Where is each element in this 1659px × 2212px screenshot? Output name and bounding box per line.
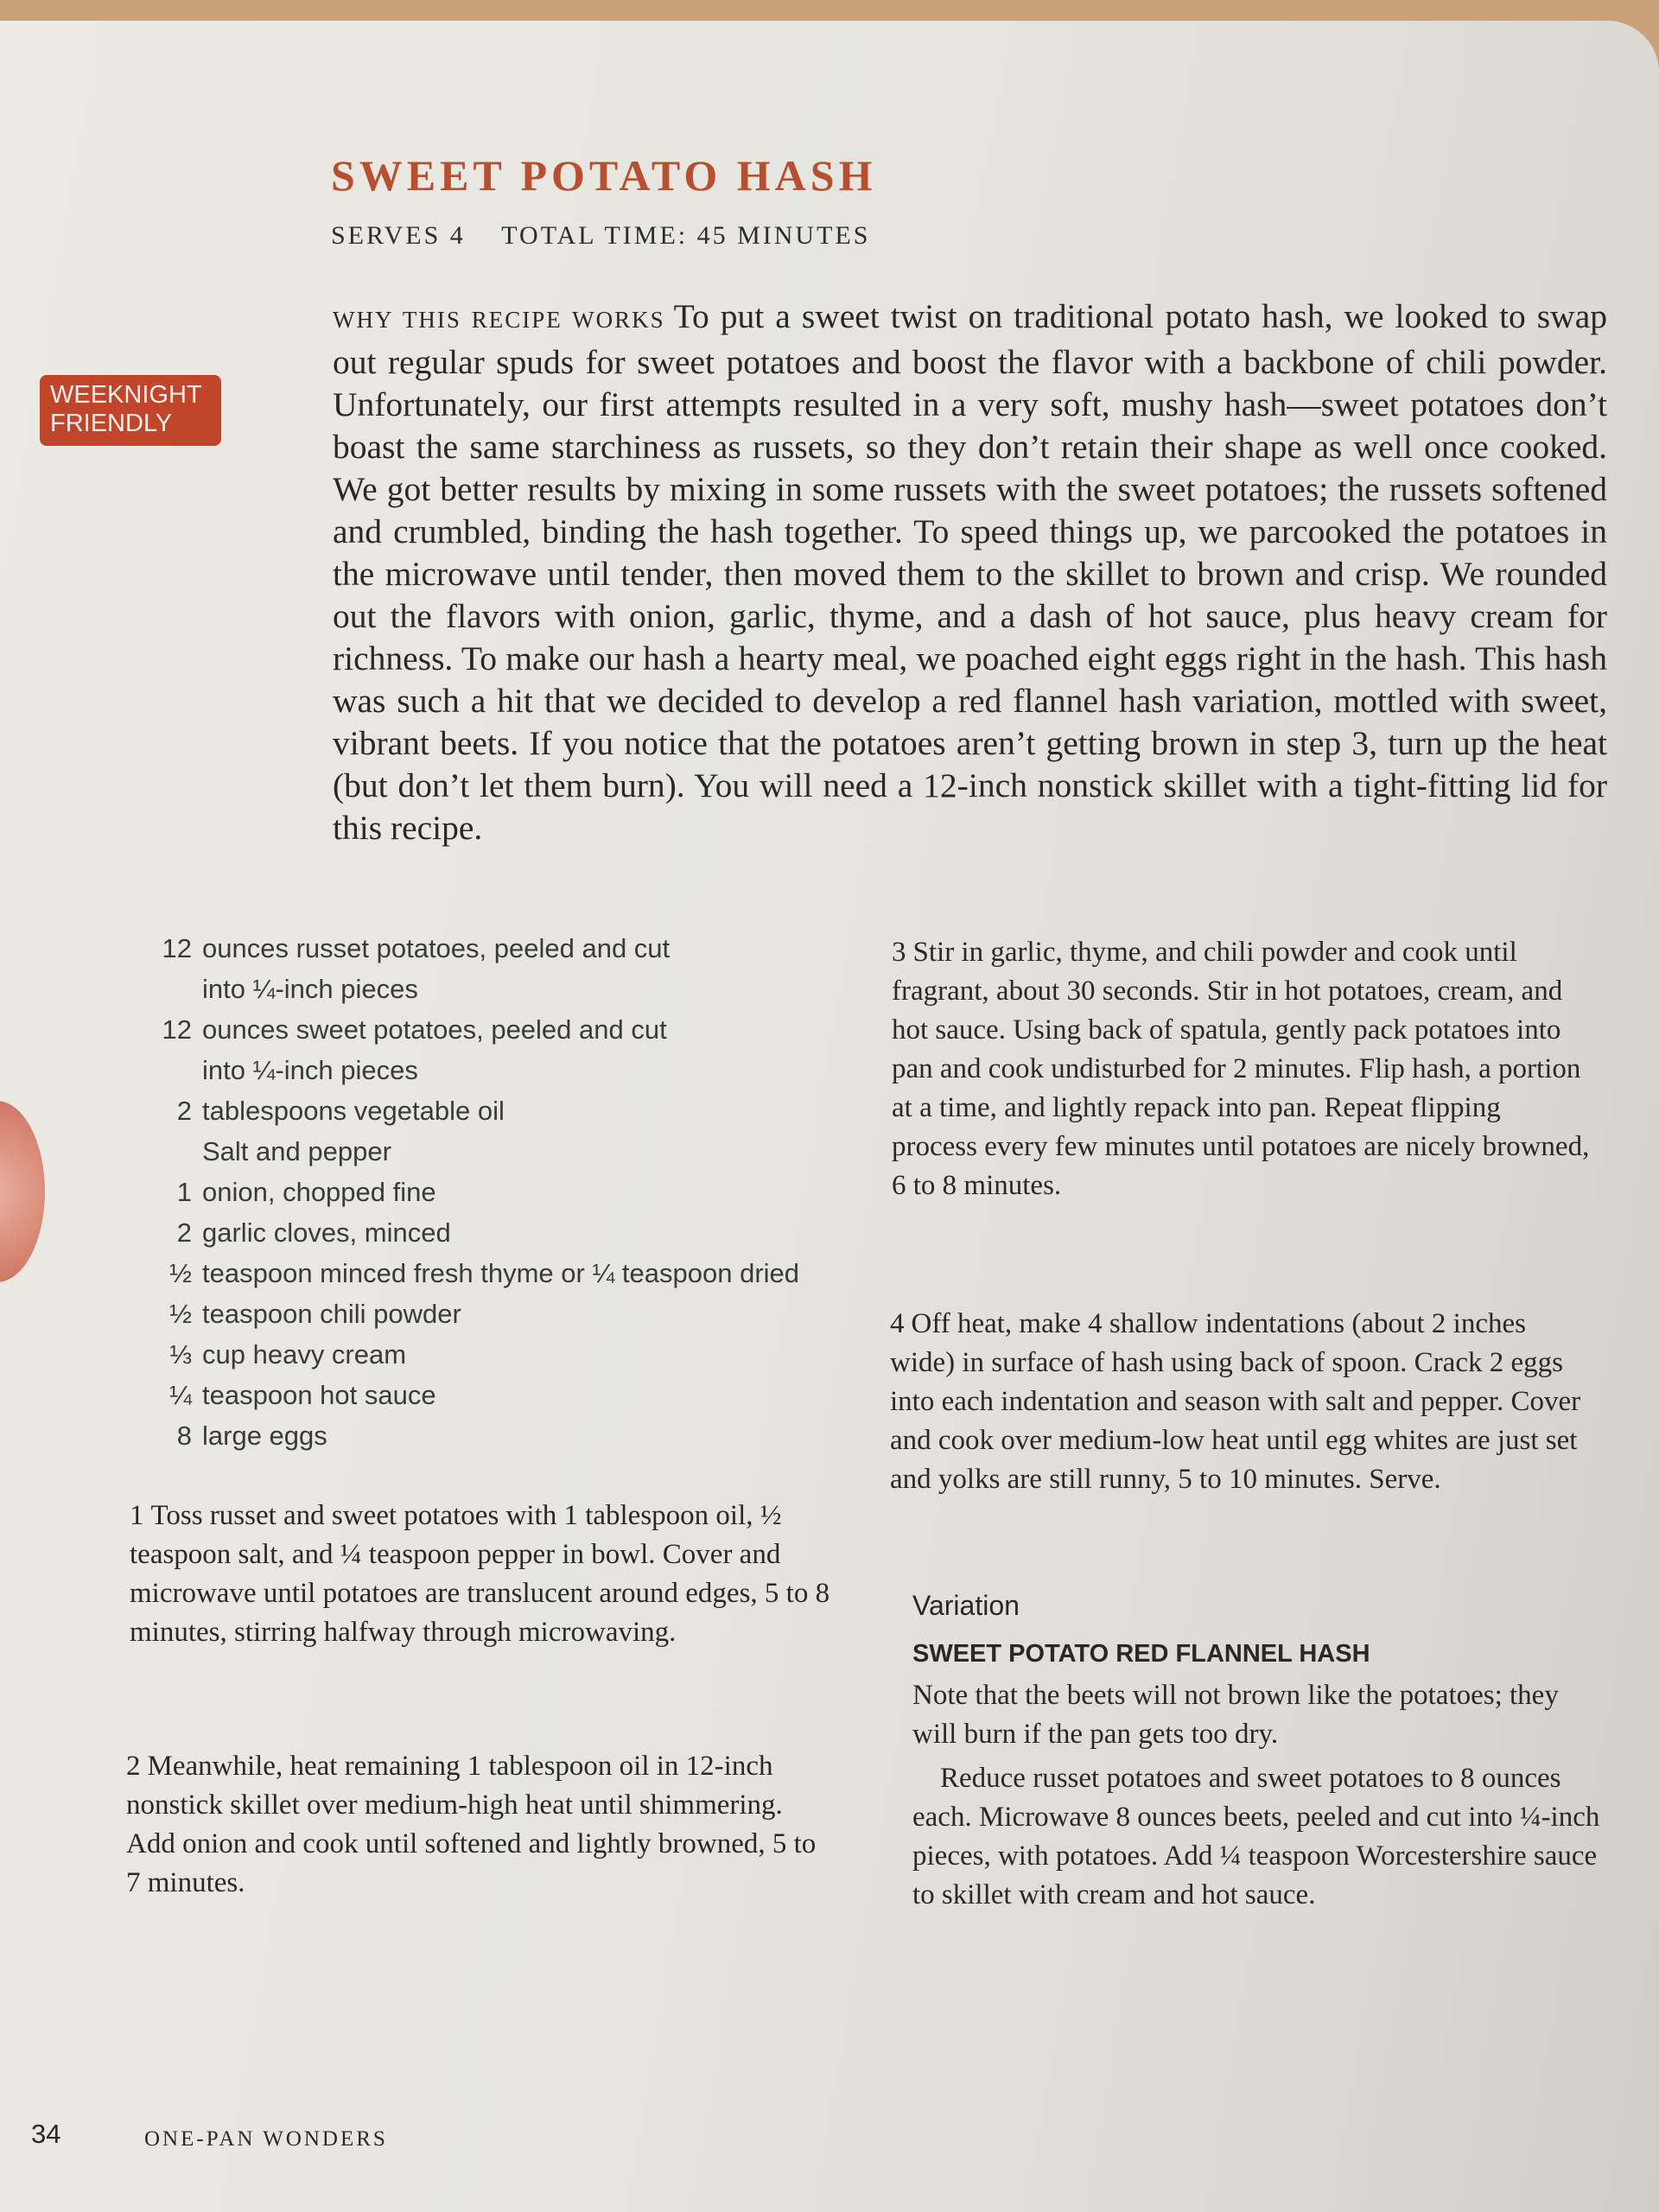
ingredient-desc	[202, 1009, 855, 1090]
step-number: 1	[130, 1500, 144, 1531]
ingredient-qty: ¼	[169, 1380, 192, 1410]
ingredient-qty: 2	[176, 1096, 192, 1126]
variation-body: Reduce russet potatoes and sweet potatoes to 8 ounces each. Microwave 8 ounces beets, peeled and cut into ¼-inch pieces, with potatoes. Add ¼ teaspoon Worcestershire sauce to skillet with cream and hot sauce.	[912, 1763, 1600, 1910]
page-number: 34	[31, 2119, 61, 2149]
ingredient-desc: teaspoon chili powder	[202, 1299, 461, 1329]
ingredient-qty: ½	[169, 1258, 192, 1288]
ingredients-list	[138, 928, 855, 1456]
ingredient-desc: tablespoons vegetable oil	[202, 1096, 505, 1126]
ingredient-qty: 1	[176, 1177, 192, 1207]
badge-line-2: FRIENDLY	[50, 410, 173, 437]
badge-line-1: WEEKNIGHT	[50, 381, 202, 409]
step-2	[126, 1747, 835, 1903]
ingredient-desc: onion, chopped fine	[202, 1177, 436, 1207]
ingredient-qty: 8	[176, 1421, 192, 1451]
intro-text: To put a sweet twist on traditional potato hash, we looked to swap out regular spuds for sweet potatoes and boost the flavor with a backbone of chili powder. Unfortunately, our first attempts resulted in a very soft, mushy hash—sweet potatoes don’t boast the same starchiness as russets, so they don’t retain their shape as well once cooked. We got better results by mixing in some russets with the sweet potatoes; the russets softened and crumbled, binding the hash together. To speed things up, we parcooked the potatoes in the microwave until tender, then moved them to the skillet to brown and crisp. We rounded out the flavors with onion, garlic, thyme, and a dash of hot sauce, plus heavy cream for richness. To make our hash a hearty meal, we poached eight eggs right in the hash. This hash was such a hit that we decided to develop a red flannel hash variation, mottled with sweet, vibrant beets. If you notice that the potatoes aren’t getting brown in step 3, turn up the heat (but don’t let them burn). You will need a 12-inch nonstick skillet with a tight-fitting lid for this recipe.	[333, 297, 1607, 847]
thumb	[0, 1101, 45, 1282]
book-page	[0, 21, 1659, 2212]
weeknight-friendly-badge	[40, 375, 221, 446]
ingredient-qty: ½	[169, 1299, 192, 1329]
variation-name: SWEET POTATO RED FLANNEL HASH	[912, 1640, 1370, 1668]
ingredient-item	[138, 1334, 855, 1375]
ingredient-qty: 12	[162, 1014, 192, 1045]
variation-heading: Variation	[912, 1590, 1020, 1621]
section-title: ONE-PAN WONDERS	[144, 2127, 388, 2151]
ingredient-desc: cup heavy cream	[202, 1339, 407, 1370]
ingredient-item	[138, 1294, 855, 1334]
step-text: Meanwhile, heat remaining 1 tablespoon oil in 12-inch nonstick skillet over medium-high heat until shimmering. Add onion and cook until softened and lightly browned, 5 to 7 minutes.	[126, 1751, 817, 1898]
ingredient-desc: teaspoon hot sauce	[202, 1380, 436, 1410]
ingredient-item	[138, 1131, 855, 1172]
recipe-meta: SERVES 4 TOTAL TIME: 45 MINUTES	[331, 221, 871, 250]
step-number: 2	[126, 1751, 141, 1782]
recipe-title: SWEET POTATO HASH	[331, 151, 877, 200]
ingredient-item	[138, 1212, 855, 1253]
step-3	[892, 933, 1592, 1205]
ingredient-desc	[202, 928, 855, 1009]
ingredient-item	[138, 1009, 855, 1090]
ingredient-desc-line-2: into ¼-inch pieces	[202, 974, 418, 1004]
intro-paragraph	[333, 296, 1607, 849]
ingredient-item	[138, 928, 855, 1009]
step-1	[130, 1497, 834, 1652]
ingredient-desc-line-2: into ¼-inch pieces	[202, 1055, 418, 1085]
ingredient-item	[138, 1172, 855, 1212]
step-4	[890, 1305, 1592, 1499]
ingredient-item	[138, 1253, 855, 1294]
ingredient-desc-line: ounces russet potatoes, peeled and cut	[202, 933, 671, 963]
ingredient-desc: garlic cloves, minced	[202, 1217, 451, 1248]
ingredient-qty	[138, 1131, 202, 1172]
ingredient-desc: large eggs	[202, 1421, 327, 1451]
ingredient-desc: teaspoon minced fresh thyme or ¼ teaspoon dried	[202, 1258, 800, 1288]
intro-lead: WHY THIS RECIPE WORKS	[333, 307, 665, 333]
ingredient-item	[138, 1375, 855, 1415]
ingredient-item	[138, 1090, 855, 1131]
step-number: 3	[892, 937, 906, 968]
ingredient-desc-line: ounces sweet potatoes, peeled and cut	[202, 1014, 667, 1045]
ingredient-qty: 2	[176, 1217, 192, 1248]
ingredient-qty: ⅓	[169, 1339, 192, 1370]
ingredient-item	[138, 1415, 855, 1456]
step-text: Off heat, make 4 shallow indentations (about 2 inches wide) in surface of hash using back of spoon. Crack 2 eggs into each indentation and season with salt and pepper. Cover and cook over medium-low heat until egg whites are just set and yolks are still runny, 5 to 10 minutes. Serve.	[890, 1308, 1581, 1495]
ingredient-desc: Salt and pepper	[202, 1136, 391, 1166]
step-number: 4	[890, 1308, 905, 1339]
ingredient-qty: 12	[162, 933, 192, 963]
step-text: Stir in garlic, thyme, and chili powder and cook until fragrant, about 30 seconds. Stir in hot potatoes, cream, and hot sauce. Using back of spatula, gently pack potatoes into pan and cook undisturbed for 2 minutes. Flip hash, a portion at a time, and lightly repack into pan. Repeat flipping process every few minutes until potatoes are nicely browned, 6 to 8 minutes.	[892, 937, 1590, 1201]
variation-note: Note that the beets will not brown like the potatoes; they will burn if the pan gets too dry.	[912, 1680, 1559, 1750]
step-text: Toss russet and sweet potatoes with 1 tablespoon oil, ½ teaspoon salt, and ¼ teaspoon pepper in bowl. Cover and microwave until potatoes are translucent around edges, 5 to 8 minutes, stirring halfway through microwaving.	[130, 1500, 830, 1648]
